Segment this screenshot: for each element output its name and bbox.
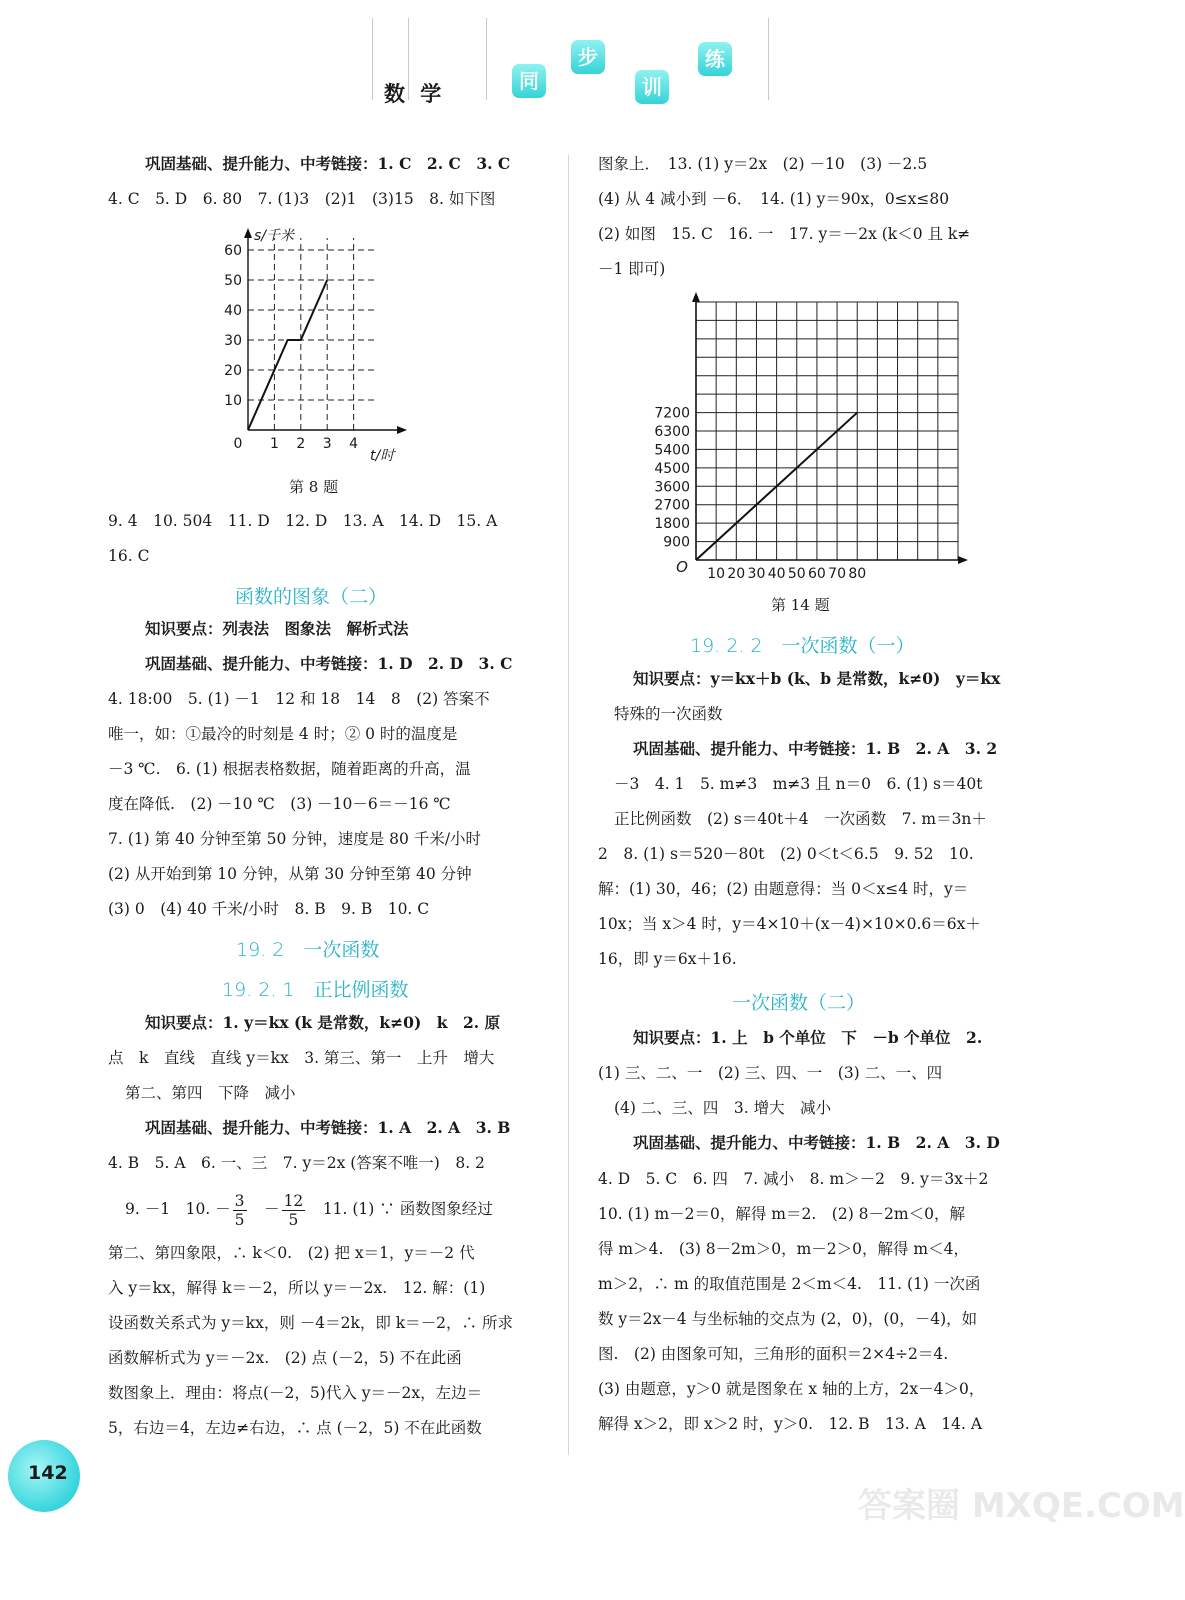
answer-text: 9. －1 10. －	[125, 1200, 231, 1218]
answer-line	[125, 1190, 493, 1229]
answer-line: 2 8. (1) s＝520－80t (2) 0＜t＜6.5 9. 52 10.	[598, 845, 974, 863]
y-tick-label: 3600	[654, 479, 690, 496]
section-heading: 函数的图象（二）	[235, 586, 388, 608]
y-tick-label: 2700	[654, 497, 690, 514]
origin-label: 0	[233, 436, 243, 452]
answer-line: 入 y＝kx，解得 k＝－2，所以 y＝－2x. 12. 解：(1)	[108, 1279, 486, 1297]
section-heading: 19. 2. 1 正比例函数	[222, 979, 409, 1001]
answer-line: 函数解析式为 y＝－2x. (2) 点 (－2，5) 不在此函	[108, 1349, 462, 1367]
fraction	[233, 1192, 247, 1229]
x-tick-label: 60	[808, 566, 826, 582]
y-tick-label: 60	[224, 243, 242, 259]
answer-line: －3 4. 1 5. m≠3 m≠3 且 n＝0 6. (1) s＝40t	[614, 775, 983, 793]
header-rule	[768, 18, 769, 100]
x-axis-arrow	[397, 426, 407, 434]
answer-line: 4. 18:00 5. (1) －1 12 和 18 14 8 (2) 答案不	[108, 690, 490, 708]
y-tick-label: 30	[224, 333, 242, 349]
subject-title: 数 学	[384, 81, 446, 106]
answer-line: 知识要点：1. 上 b 个单位 下 －b 个单位 2.	[633, 1028, 983, 1047]
watermark: 答案圈 MXQE.COM	[858, 1486, 1185, 1526]
x-tick-label: 2	[296, 436, 306, 452]
chart-grid	[248, 238, 378, 430]
chart-caption: 第 14 题	[771, 596, 830, 614]
answer-line	[145, 153, 510, 175]
y-tick-label: 7200	[654, 405, 690, 422]
answer-line: 数 y＝2x－4 与坐标轴的交点为 (2，0)，(0，－4)，如	[598, 1310, 978, 1328]
answer-line: 知识要点：列表法 图象法 解析式法	[145, 619, 409, 638]
y-axis-label: s/千米	[254, 228, 295, 244]
y-tick-label: 10	[224, 393, 242, 409]
header-rule	[486, 18, 487, 100]
answer-text: －	[264, 1200, 280, 1218]
y-axis-arrow	[244, 228, 252, 238]
fraction	[282, 1192, 306, 1229]
answer-line: m＞2，∴ m 的取值范围是 2＜m＜4. 11. (1) 一次函	[598, 1275, 981, 1293]
answer-line: 正比例函数 (2) s＝40t＋4 一次函数 7. m＝3n＋	[614, 810, 987, 828]
y-tick-label: 20	[224, 363, 242, 379]
answer-line: 4. C 5. D 6. 80 7. (1)3 (2)1 (3)15 8. 如下图	[108, 190, 496, 208]
section-heading: 19. 2 一次函数	[236, 939, 380, 961]
answer-line: －1 即可)	[598, 260, 666, 278]
answer-line: 特殊的一次函数	[614, 705, 723, 723]
answer-line: 巩固基础、提升能力、中考链接：1. A 2. A 3. B	[145, 1118, 511, 1137]
answer-line: (3) 0 (4) 40 千米/小时 8. B 9. B 10. C	[108, 900, 430, 918]
answer-line: 得 m＞4. (3) 8－2m＞0，m－2＞0，解得 m＜4，	[598, 1240, 969, 1258]
numerator: 3	[234, 1191, 245, 1210]
chart-ticks	[654, 406, 866, 582]
answer-line: 知识要点：1. y＝kx (k 是常数，k≠0) k 2. 原	[145, 1013, 501, 1032]
y-tick-label: 900	[663, 534, 690, 551]
header-tile: 同	[512, 64, 546, 98]
answer-line: 5，右边＝4，左边≠右边，∴ 点 (－2，5) 不在此函数	[108, 1419, 482, 1437]
answer-line: 设函数关系式为 y＝kx，则 －4＝2k，即 k＝－2，∴ 所求	[108, 1314, 513, 1332]
x-tick-label: 70	[828, 566, 846, 582]
answer-line: 9. 4 10. 504 11. D 12. D 13. A 14. D 15. A	[108, 512, 498, 530]
answer-line: 10x；当 x＞4 时，y＝4×10＋(x－4)×10×0.6＝6x＋	[598, 915, 981, 933]
x-tick-label: 1	[269, 436, 279, 452]
answer-line: 图象上． 13. (1) y＝2x (2) －10 (3) －2.5	[598, 155, 928, 173]
answer-line: (1) 三、二、一 (2) 三、四、一 (3) 二、一、四	[598, 1064, 943, 1082]
answer-line: 知识要点：y＝kx＋b (k、b 是常数，k≠0) y＝kx	[633, 669, 1001, 688]
x-tick-label: 50	[787, 566, 806, 582]
answer-line: 第二、第四 下降 减小	[125, 1084, 296, 1102]
x-axis-arrow	[958, 556, 968, 564]
x-axis-label: t/时	[370, 448, 395, 464]
header-tile: 步	[571, 40, 605, 74]
answer-line: 4. D 5. C 6. 四 7. 减小 8. m＞－2 9. y＝3x＋2	[598, 1170, 989, 1188]
answer-line: 10. (1) m－2＝0，解得 m＝2. (2) 8－2m＜0，解	[598, 1205, 965, 1223]
answer-line: －3 ℃. 6. (1) 根据表格数据，随着距离的升高，温	[108, 760, 471, 778]
answer-line: 第二、第四象限，∴ k＜0. (2) 把 x＝1，y＝－2 代	[108, 1244, 475, 1262]
answer-line: (4) 从 4 减小到 －6． 14. (1) y＝90x，0≤x≤80	[598, 190, 950, 208]
x-tick-label: 30	[747, 566, 766, 582]
x-tick-label: 40	[767, 566, 786, 582]
denominator: 5	[234, 1210, 245, 1229]
x-tick-label: 4	[349, 436, 359, 452]
answer-text: 11. (1) ∵ 函数图象经过	[322, 1200, 493, 1218]
page-number: 142	[28, 1462, 68, 1484]
answer-line: 图. (2) 由图象可知，三角形的面积＝2×4÷2＝4.	[598, 1345, 949, 1363]
y-tick-label: 6300	[654, 424, 690, 440]
x-tick-label: 20	[727, 566, 746, 582]
section-heading: 一次函数（二）	[732, 992, 866, 1014]
x-tick-label: 3	[322, 436, 332, 452]
header-tile: 练	[698, 42, 732, 76]
chart-q14	[640, 290, 970, 590]
chart-q8	[200, 220, 420, 480]
y-axis-arrow	[692, 292, 700, 302]
y-tick-label: 5400	[654, 442, 690, 459]
y-tick-label: 40	[224, 303, 242, 319]
chart-axes	[244, 228, 407, 434]
y-tick-label: 50	[224, 273, 242, 289]
answer-line: (2) 从开始到第 10 分钟，从第 30 分钟至第 40 分钟	[108, 865, 472, 883]
y-tick-label: 4500	[654, 460, 690, 477]
numerator: 12	[283, 1191, 304, 1210]
answer-line: 唯一，如：①最冷的时刻是 4 时；② 0 时的温度是	[108, 725, 458, 743]
data-line	[248, 280, 327, 430]
chart-grid	[696, 302, 958, 560]
chart-caption: 第 8 题	[289, 478, 339, 496]
answer-line: 16，即 y＝6x＋16.	[598, 950, 737, 968]
answer-line: 巩固基础、提升能力、中考链接：1. B 2. A 3. 2	[633, 739, 998, 758]
answer-line: 巩固基础、提升能力、中考链接：1. B 2. A 3. D	[633, 1133, 1000, 1152]
answer-line: 巩固基础、提升能力、中考链接：1. D 2. D 3. C	[145, 654, 513, 673]
column-divider	[568, 155, 569, 1455]
section-heading: 19. 2. 2 一次函数（一）	[690, 635, 915, 657]
answer-line: 数图象上．理由：将点(－2，5)代入 y＝－2x，左边＝	[108, 1384, 483, 1402]
x-tick-label: 10	[707, 566, 726, 582]
y-tick-label: 1800	[654, 516, 690, 533]
answer-line: 4. B 5. A 6. 一、三 7. y＝2x (答案不唯一) 8. 2	[108, 1154, 485, 1172]
answer-line: 7. (1) 第 40 分钟至第 50 分钟，速度是 80 千米/小时	[108, 830, 482, 848]
answer-line: 16. C	[108, 547, 150, 565]
origin-label: O	[676, 558, 688, 576]
answer-line: 度在降低. (2) －10 ℃ (3) －10－6＝－16 ℃	[108, 795, 451, 813]
answer-text: 巩固基础、提升能力、中考链接：1. C 2. C 3. C	[145, 154, 511, 173]
denominator: 5	[288, 1210, 299, 1229]
answer-line: 解得 x＞2，即 x＞2 时，y＞0. 12. B 13. A 14. A	[598, 1415, 983, 1433]
chart-ticks	[224, 228, 396, 464]
answer-line: (4) 二、三、四 3. 增大 减小	[614, 1099, 832, 1117]
header-rule	[372, 18, 373, 100]
answer-line: (2) 如图 15. C 16. 一 17. y＝－2x (k＜0 且 k≠	[598, 225, 971, 243]
chart-series	[248, 280, 327, 430]
x-tick-label: 80	[848, 566, 867, 582]
answer-line: 点 k 直线 直线 y＝kx 3. 第三、第一 上升 增大	[108, 1049, 495, 1067]
answer-line: 解：(1) 30，46；(2) 由题意得：当 0＜x≤4 时，y＝	[598, 880, 969, 898]
answer-line: (3) 由题意，y＞0 就是图象在 x 轴的上方，2x－4＞0，	[598, 1380, 985, 1398]
header-tile: 训	[635, 70, 669, 104]
